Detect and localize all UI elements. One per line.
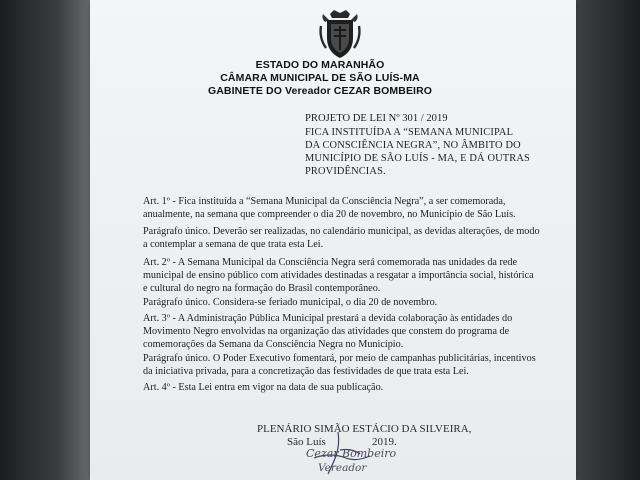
article-2-line-2: municipal de ensino público com atividades destinadas a resgatar a importância social, histórica (143, 270, 534, 281)
article-1-line-2: anualmente, na semana que compreender o dia 20 de novembro, no Município de São Luís. (143, 209, 516, 220)
header-office: GABINETE DO Vereador CEZAR BOMBEIRO (207, 85, 433, 97)
signer-role: Vereador (318, 462, 367, 474)
coat-of-arms-icon (317, 8, 363, 60)
paragraph-3-line-2: da iniciativa privada, para a concretização das festividades de que trata esta Lei. (143, 366, 469, 377)
article-2-line-3: e cultural do negro na formação do Brasil contemporâneo. (143, 283, 381, 294)
bill-summary-line-3: MUNICÍPIO DE SÃO LUÍS - MA, E DÁ OUTRAS (305, 153, 530, 164)
signature-place: São Luís (287, 436, 326, 448)
paragraph-1-line-1: Parágrafo único. Deverão ser realizadas, no calendário municipal, as devidas alterações, de modo (143, 226, 540, 237)
paragraph-3-line-1: Parágrafo único. O Poder Executivo fomentará, por meio de campanhas publicitárias, incentivos (143, 353, 536, 364)
signer-name: Cezar Bombeiro (306, 447, 397, 460)
plenary-name: PLENÁRIO SIMÃO ESTÁCIO DA SILVEIRA, (257, 423, 472, 435)
bill-number: PROJETO DE LEI Nº 301 / 2019 (305, 113, 448, 124)
bill-summary-line-1: FICA INSTITUÍDA A “SEMANA MUNICIPAL (305, 127, 514, 138)
article-3-line-3: comemorações da Semana da Consciência Negra no Município. (143, 339, 404, 350)
signature-year: 2019. (372, 436, 397, 448)
article-3-line-2: Movimento Negro envolvidas na organização das atividades que constem do programa de (143, 326, 510, 337)
article-1-line-1: Art. 1º - Fica instituída a “Semana Municipal da Consciência Negra”, a ser comemorada, (143, 196, 506, 207)
article-3-line-1: Art. 3º - A Administração Pública Municipal prestará a devida colaboração às entidades do (143, 313, 513, 324)
paragraph-2: Parágrafo único. Considera-se feriado municipal, o dia 20 de novembro. (143, 297, 438, 308)
paragraph-1-line-2: a contemplar a semana de que trata esta Lei. (143, 239, 324, 250)
header-chamber: CÂMARA MUNICIPAL DE SÃO LUÍS-MA (220, 72, 420, 84)
article-4: Art. 4º - Esta Lei entra em vigor na data de sua publicação. (143, 382, 384, 393)
article-2-line-1: Art. 2º - A Semana Municipal da Consciência Negra será comemorada nas unidades da rede (143, 257, 518, 268)
bill-summary-line-4: PROVIDÊNCIAS. (305, 166, 386, 177)
header-state: ESTADO DO MARANHÃO (255, 59, 385, 71)
bill-summary-line-2: DA CONSCIÊNCIA NEGRA”, NO ÂMBITO DO (305, 140, 521, 151)
